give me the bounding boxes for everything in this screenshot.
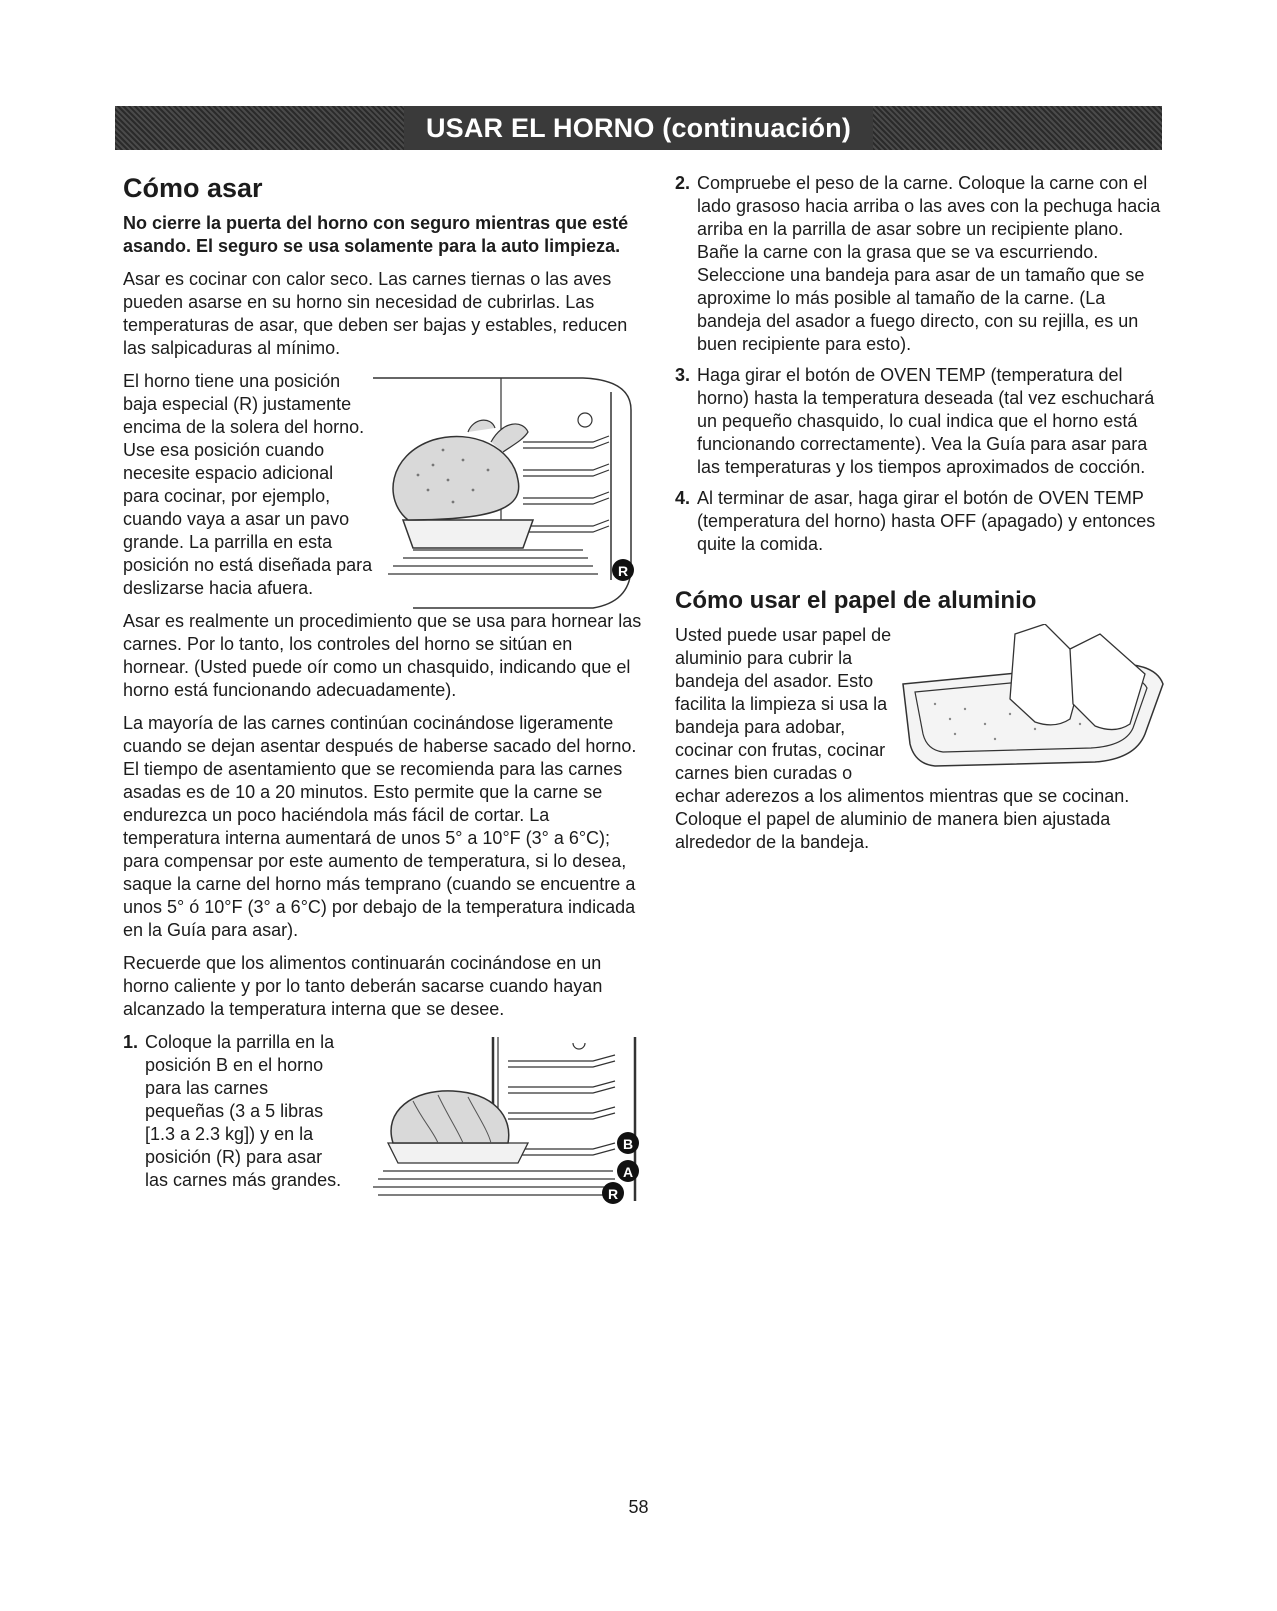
step-2 xyxy=(675,172,1170,356)
intro-paragraph: Asar es cocinar con calor seco. Las carnes tiernas o las aves pueden asarse en su horno sin necesidad de cubrirlas. Las temperaturas de asar, que deben ser bajas y estables, reducen las salpicaduras al mínimo. xyxy=(123,269,628,358)
step-3-number: 3. xyxy=(675,365,691,385)
position-a-label: A xyxy=(622,1164,634,1180)
section-banner xyxy=(115,106,1162,150)
foil-paragraph: Usted puede usar papel de aluminio para cubrir la bandeja del asador. Esto facilita la limpieza si usa la bandeja para adobar, cocinar con frutas, cocinar carnes bien curadas o echar aderezos a los alimentos mientras que se cocinan. Coloque el papel de aluminio de manera bien ajustada alrededor de la bandeja. xyxy=(675,625,1130,852)
position-r-label-2: R xyxy=(607,1186,619,1202)
step-1-number: 1. xyxy=(123,1032,139,1052)
step-4 xyxy=(675,487,1170,556)
step-4-text: Al terminar de asar, haga girar el botón de OVEN TEMP (temperatura del horno) hasta OFF (apagado) y entonces quite la comida. xyxy=(697,488,1156,554)
left-column xyxy=(123,172,643,1206)
position-r-label: R xyxy=(617,563,629,579)
step-1-text: Coloque la parrilla en la posición B en el horno para las carnes pequeñas (3 a 5 libras [1.3 a 2.3 kg]) y en la posición (R) para asar las carnes más grandes. xyxy=(145,1032,342,1190)
roasting-steps-right xyxy=(675,172,1170,556)
right-column xyxy=(675,172,1170,864)
heading-papel-aluminio: Cómo usar el papel de aluminio xyxy=(675,587,1037,614)
baking-paragraph: Asar es realmente un procedimiento que se usa para hornear las carnes. Por lo tanto, los controles del horno se sitúan en hornear. (Usted puede oír como un chasquido, indicando que el horno está funcionando adecuadamente). xyxy=(123,611,642,700)
step-4-number: 4. xyxy=(675,488,691,508)
step-3 xyxy=(675,364,1170,479)
step-2-text: Compruebe el peso de la carne. Coloque la carne con el lado grasoso hacia arriba o las aves con la pechuga hacia arriba en la parrilla de asar sobre un recipiente plano. Bañe la carne con la grasa que se va escurriendo. Seleccione una bandeja para asar de un tamaño que se aproxime lo más posible al tamaño de la carne. (La bandeja del asador a fuego directo, con su rejilla, es un buen recipiente para esto). xyxy=(697,173,1161,354)
foil-pan-illustration xyxy=(895,624,1170,774)
resting-paragraph: La mayoría de las carnes continúan cocinándose ligeramente cuando se dejan asentar después de haberse sacado del horno. El tiempo de asentamiento que se recomienda para las carnes asadas es de 10 a 20 minutos. Esto permite que la carne se endurezca un poco haciéndola más fácil de cortar. La temperatura interna aumentará de unos 5° a 10°F (3° a 6°C); para compensar por este aumento de temperatura, si lo desea, saque la carne del horno más temprano (cuando se encuentre a unos 5° ó 10°F (3° a 6°C) por debajo de la temperatura indicada en la Guía para asar). xyxy=(123,713,637,940)
step-1 xyxy=(123,1031,643,1202)
low-position-paragraph: El horno tiene una posición baja especial (R) justamente encima de la solera del horno. Use esa posición cuando necesite espacio adicional para cocinar, por ejemplo, cuando vaya a asar un pavo grande. La parrilla en esta posición no está diseñada para deslizarse hacia afuera. xyxy=(123,371,373,598)
banner-band xyxy=(404,106,873,150)
page-number: 58 xyxy=(628,1497,649,1517)
roasting-steps-left xyxy=(123,1031,643,1202)
banner-title: USAR EL HORNO (continuación) xyxy=(425,112,852,143)
heading-como-asar: Cómo asar xyxy=(123,173,263,203)
roast-rack-illustration xyxy=(343,1031,643,1206)
turkey-oven-illustration xyxy=(373,370,643,610)
step-3-text: Haga girar el botón de OVEN TEMP (temperatura del horno) hasta la temperatura deseada (tal vez eschuchará un pequeño chasquido, lo cual indica que el horno está funcionando correctamente). Vea la Guía para asar para las temperaturas y los tiempos aproximados de cocción. xyxy=(697,365,1155,477)
step-2-number: 2. xyxy=(675,173,691,193)
lock-warning: No cierre la puerta del horno con seguro mientras que esté asando. El seguro se usa solamente para la auto limpieza. xyxy=(123,213,629,256)
reminder-paragraph: Recuerde que los alimentos continuarán cocinándose en un horno caliente y por lo tanto deberán sacarse cuando hayan alcanzado la temperatura interna que se desee. xyxy=(123,953,603,1019)
position-b-label: B xyxy=(622,1136,634,1152)
